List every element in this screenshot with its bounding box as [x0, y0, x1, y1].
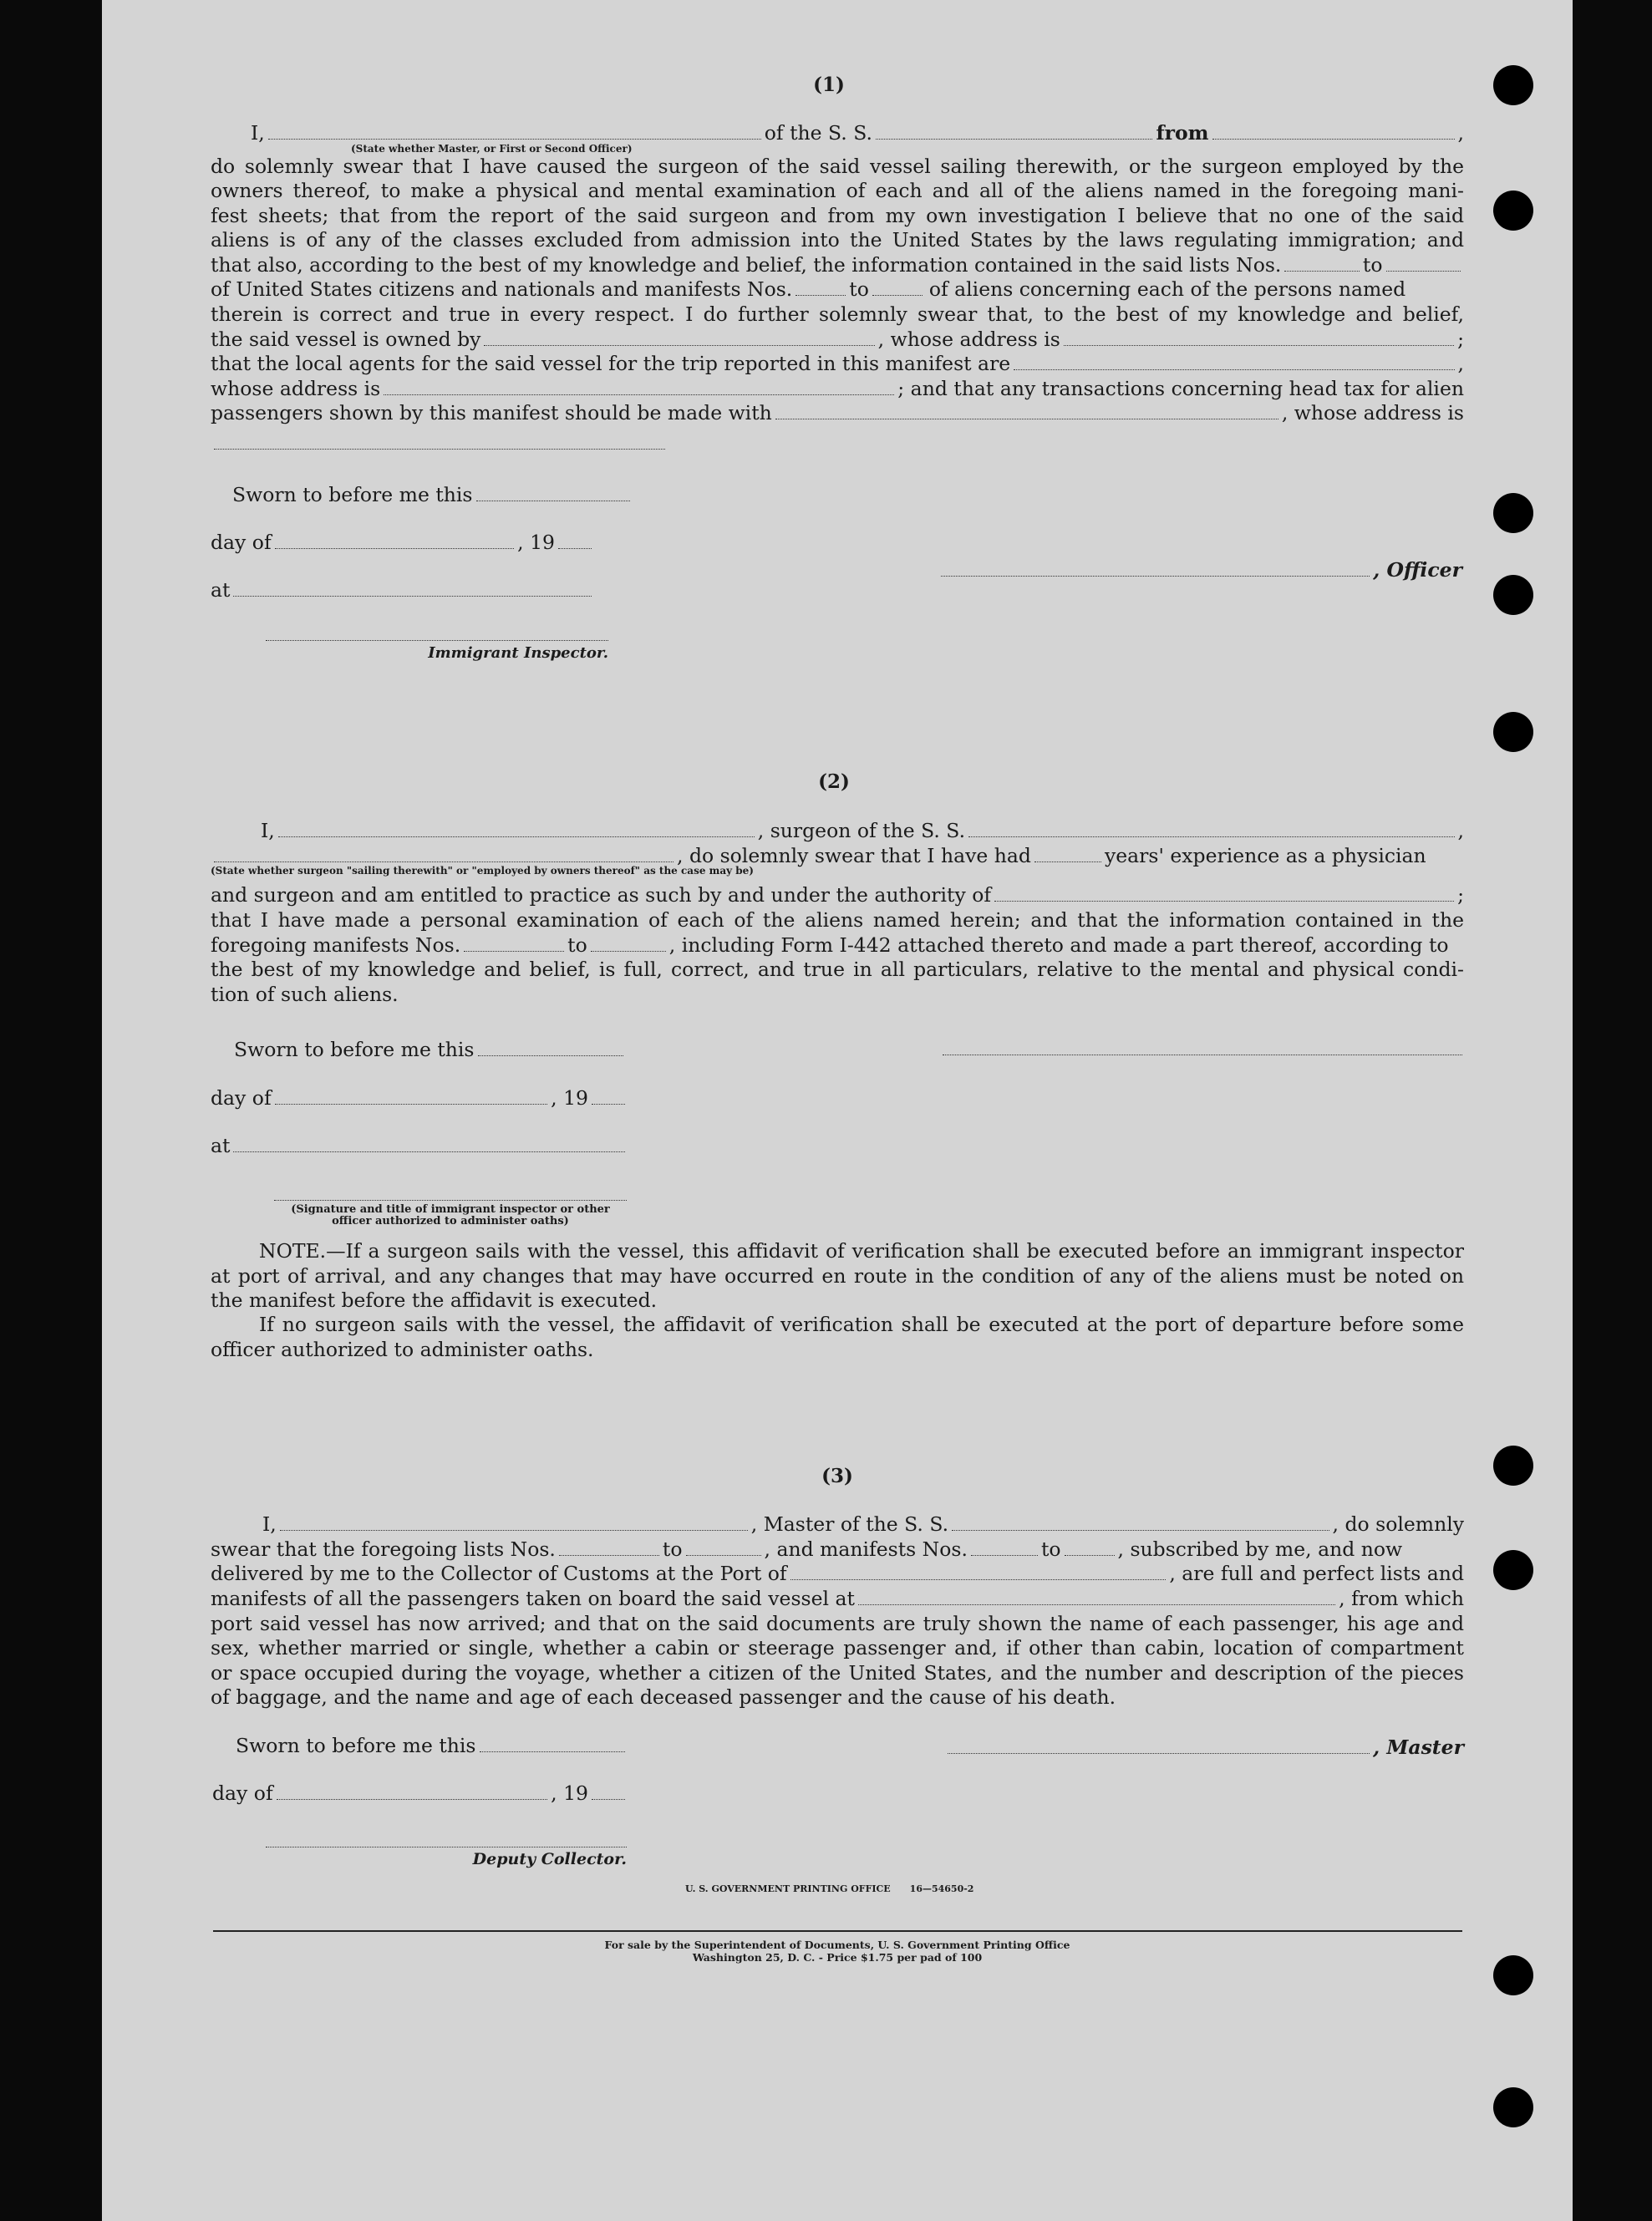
surgeon-status-field[interactable]: [214, 844, 674, 862]
binder-hole: [1493, 2087, 1533, 2127]
day-of-field[interactable]: [277, 1781, 548, 1800]
section-2-day-row: day of , 19: [211, 1086, 628, 1111]
section-1-number: (1): [813, 74, 845, 96]
master-signature-row: , Master: [944, 1736, 1464, 1761]
section-1-sworn: Sworn to before me this: [232, 483, 633, 508]
surgeon-manifests-to-field[interactable]: [591, 933, 666, 951]
para-line: fest sheets; that from the report of the said surgeon and from my own investigation I believe that no one of the said: [211, 203, 1464, 227]
binder-hole: [1493, 191, 1533, 231]
officer-signature-field[interactable]: [941, 558, 1370, 577]
vessel-name-field[interactable]: [876, 121, 1153, 140]
inspector-signature-field[interactable]: [274, 1188, 627, 1201]
section-1: I, of the S. S. from , (State whether Master, or First or Second Officer) do solemnly swear that I have caused the surgeon of the said vessel sailing therewith, or the surgeon employed by the owners thereof, to make a physical and mental examination of each and all of the aliens named in the foregoing mani- fest sheets; that from the report of the said surgeon and from my own investigation I believe that no one of the said aliens is of any of the classes excluded from admission into the United States by the laws regulating immigration; and that also, according to the best of my knowledge and belief, the information contained in the said lists Nos. to of United States citizens and nationals and manifests Nos. to of aliens concerning each of the persons named therein is correct and true in every respect. I do further solemnly swear that, to the best of my knowledge and belief, the said vessel is owned by , whose address is ; that the local agents for the said vessel for the trip reported in this manifest are , whose address is ; and that any transactions concerning head tax for alien passengers shown by this manifest should be made with , whose address is: [211, 121, 1464, 450]
year-field[interactable]: [558, 531, 592, 549]
master-lists-to-field[interactable]: [686, 1537, 761, 1556]
owner-address-field[interactable]: [1064, 327, 1454, 345]
bleed-through: [451, 468, 462, 489]
sworn-date-field[interactable]: [476, 483, 631, 501]
surgeon-status-hint: (State whether surgeon "sailing therewith" or "employed by owners thereof" as the case may be): [211, 865, 754, 877]
master-name-field[interactable]: [280, 1512, 748, 1531]
head-tax-address-field[interactable]: [214, 431, 665, 450]
master-vessel-field[interactable]: [952, 1512, 1329, 1531]
binder-hole: [1493, 1550, 1533, 1590]
at-field[interactable]: [233, 1134, 625, 1152]
section-2-number: (2): [818, 770, 850, 793]
local-agents-field[interactable]: [1014, 352, 1454, 370]
at-field[interactable]: [233, 578, 592, 597]
master-lists-from-field[interactable]: [559, 1537, 659, 1556]
deputy-signature-field[interactable]: [266, 1835, 627, 1847]
head-tax-agent-field[interactable]: [775, 401, 1278, 419]
binder-hole: [1493, 575, 1533, 615]
binder-hole: [1493, 1955, 1533, 1995]
sworn-date-field[interactable]: [480, 1734, 626, 1752]
surgeon-manifests-from-field[interactable]: [464, 933, 564, 951]
day-of-field[interactable]: [275, 531, 515, 549]
surgeon-vessel-field[interactable]: [968, 819, 1454, 837]
from-port-field[interactable]: [1212, 121, 1455, 140]
year-field[interactable]: [592, 1086, 625, 1105]
boarding-port-field[interactable]: [858, 1587, 1335, 1605]
para-line: do solemnly swear that I have caused the surgeon of the said vessel sailing therewith, or the surgeon employed by the: [211, 154, 1464, 178]
section-2-signature: (Signature and title of immigrant inspector or other officer authorized to administer oaths): [274, 1188, 627, 1227]
lists-to-field[interactable]: [1386, 253, 1461, 272]
section-3-number: (3): [821, 1465, 853, 1487]
master-manifests-from-field[interactable]: [971, 1537, 1038, 1556]
rank-hint: (State whether Master, or First or Second Officer): [351, 142, 633, 155]
year-field[interactable]: [592, 1781, 625, 1800]
section-3: I, , Master of the S. S. , do solemnly swear that the foregoing lists Nos. to , and manifests Nos. to , subscribed by me, and now delivered by me to the Collector of Customs at the Port of , are full and perfect lists and manifests of all the passengers taken on board the said vessel at , from which port said vessel has now arrived; and that on the said documents are truly shown the name of each passenger, his age and sex, whether married or single, whether a cabin or steerage passenger and, if other than cabin, location of compartment or space occupied during the voyage, whether a citizen of the United States, and the number and description of the pieces of baggage, and the name and age of each deceased passenger and the cause of his death.: [211, 1512, 1464, 1710]
section-1-at-row: at: [211, 578, 595, 603]
section-3-day-row: day of , 19: [212, 1781, 628, 1807]
surgeon-signature-row: [943, 1043, 1462, 1055]
master-signature-field[interactable]: [948, 1736, 1370, 1754]
surgeon-note: NOTE.—If a surgeon sails with the vessel, this affidavit of verification shall be executed before an immigrant inspector at port of arrival, and any changes that may have occurred en route in the condition of any of the aliens must be noted on the manifest before the affidavit is executed.: [211, 1239, 1464, 1312]
footer: For sale by the Superintendent of Documents, U. S. Government Printing Office Washington 25, D. C. - Price $1.75 per pad of 100: [604, 1939, 1070, 1964]
binder-hole: [1493, 493, 1533, 533]
surgeon-name-field[interactable]: [278, 819, 755, 837]
para-line: owners thereof, to make a physical and mental examination of each and all of the aliens named in the foregoing mani-: [211, 179, 1464, 203]
officer-signature-row: , Officer: [938, 558, 1462, 583]
day-of-field[interactable]: [275, 1086, 548, 1105]
section-2-at-row: at: [211, 1134, 628, 1159]
surgeon-note-2: If no surgeon sails with the vessel, the affidavit of verification shall be executed at the port of departure before some officer authorized to administer oaths.: [211, 1313, 1464, 1361]
master-manifests-to-field[interactable]: [1065, 1537, 1115, 1556]
binder-hole: [1493, 1446, 1533, 1486]
authority-field[interactable]: [994, 883, 1454, 902]
inspector-signature-field[interactable]: [266, 628, 608, 641]
years-experience-field[interactable]: [1034, 844, 1101, 862]
lists-from-field[interactable]: [1284, 253, 1360, 272]
section-2: I, , surgeon of the S. S. , , do solemnly swear that I have had years' experience as a physician (State whether surgeon "sailing therewith" or "employed by owners thereof" as the case may be) and surgeon and am entitled to practice as such by and under the authority of ; that I have made a personal examination of each of the aliens named herein; and that the information contained in the foregoing manifests Nos. to , including Form I-442 attached thereto and made a part thereof, according to the best of my knowledge and belief, is full, correct, and true in all particulars, relative to the mental and physical condi- tion of such aliens.: [211, 819, 1464, 1006]
binder-hole: [1493, 712, 1533, 752]
customs-port-field[interactable]: [790, 1562, 1167, 1580]
section-1-day-row: day of , 19: [211, 531, 595, 556]
sworn-date-field[interactable]: [478, 1038, 624, 1056]
deputy-signature: Deputy Collector.: [266, 1835, 627, 1873]
binder-hole: [1493, 65, 1533, 105]
surgeon-signature-field[interactable]: [943, 1043, 1462, 1055]
inspector-signature: Immigrant Inspector.: [266, 628, 608, 666]
manifests-to-field[interactable]: [872, 277, 923, 296]
officer-rank-field[interactable]: [268, 121, 761, 140]
owner-field[interactable]: [484, 327, 874, 345]
footer-rule: [213, 1930, 1462, 1932]
agents-address-field[interactable]: [384, 377, 894, 395]
section-2-sworn: Sworn to before me this: [234, 1038, 627, 1063]
gpo-imprint: U. S. GOVERNMENT PRINTING OFFICE 16—54650-2: [685, 1883, 974, 1894]
para-line: aliens is of any of the classes excluded from admission into the United States by the laws regulating immigration; and: [211, 228, 1464, 252]
manifests-from-field[interactable]: [796, 277, 846, 296]
section-3-sworn: Sworn to before me this: [236, 1734, 628, 1759]
